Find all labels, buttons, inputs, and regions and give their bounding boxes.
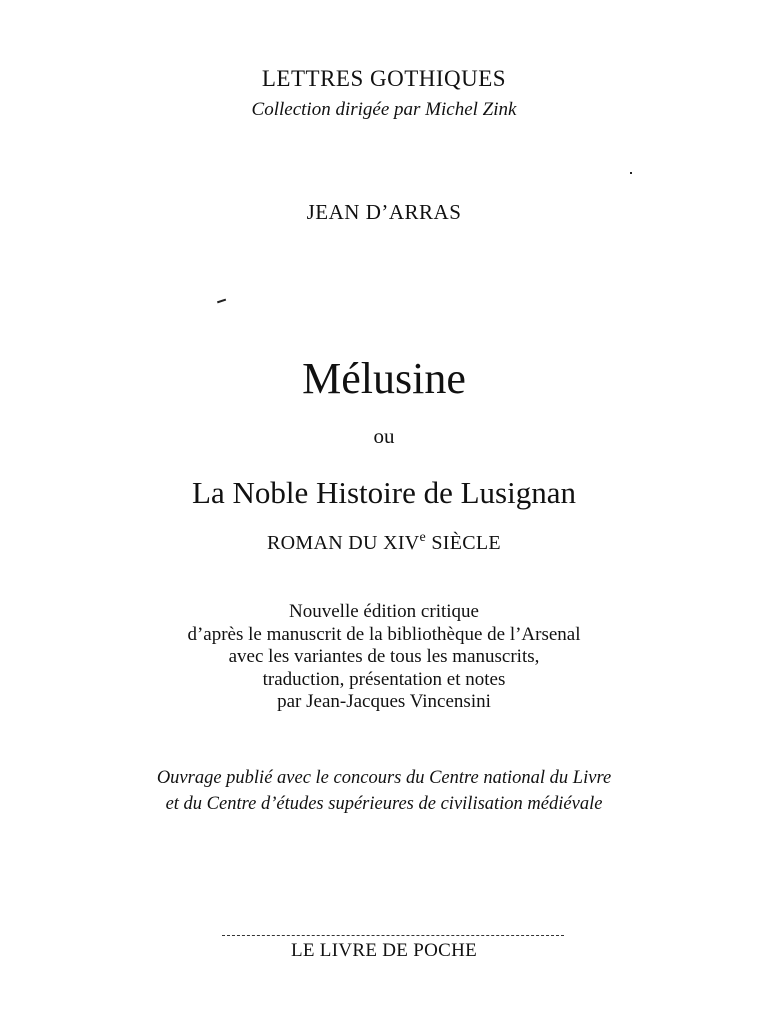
book-title: Mélusine: [302, 354, 466, 403]
publisher-rule: [222, 935, 564, 936]
edition-line: d’après le manuscrit de la bibliothèque de l’Arsenal: [187, 623, 581, 645]
print-speck: [217, 299, 226, 303]
edition-line: traduction, présentation et notes: [262, 668, 506, 690]
print-speck: [630, 172, 632, 174]
genre-suffix: SIÈCLE: [426, 532, 501, 554]
genre-line: [0, 532, 768, 555]
edition-line: par Jean-Jacques Vincensini: [277, 691, 491, 712]
support-statement: [0, 765, 768, 817]
collection-editor: Collection dirigée par Michel Zink: [251, 99, 517, 120]
genre-prefix: ROMAN DU XIV: [267, 532, 420, 554]
genre-superscript: e: [419, 530, 427, 545]
title-connector: ou: [373, 424, 395, 448]
edition-line: Nouvelle édition critique: [289, 601, 479, 622]
series-name: LETTRES GOTHIQUES: [261, 66, 507, 91]
author-name: JEAN D’ARRAS: [306, 200, 462, 224]
support-line: Ouvrage publié avec le concours du Centre national du Livre: [156, 768, 612, 788]
support-line: et du Centre d’études supérieures de civilisation médiévale: [165, 794, 603, 814]
edition-statement: [0, 601, 768, 714]
publisher-name: LE LIVRE DE POCHE: [290, 940, 478, 961]
edition-line: avec les variantes de tous les manuscrits,: [228, 646, 540, 667]
book-subtitle: La Noble Histoire de Lusignan: [192, 475, 576, 510]
